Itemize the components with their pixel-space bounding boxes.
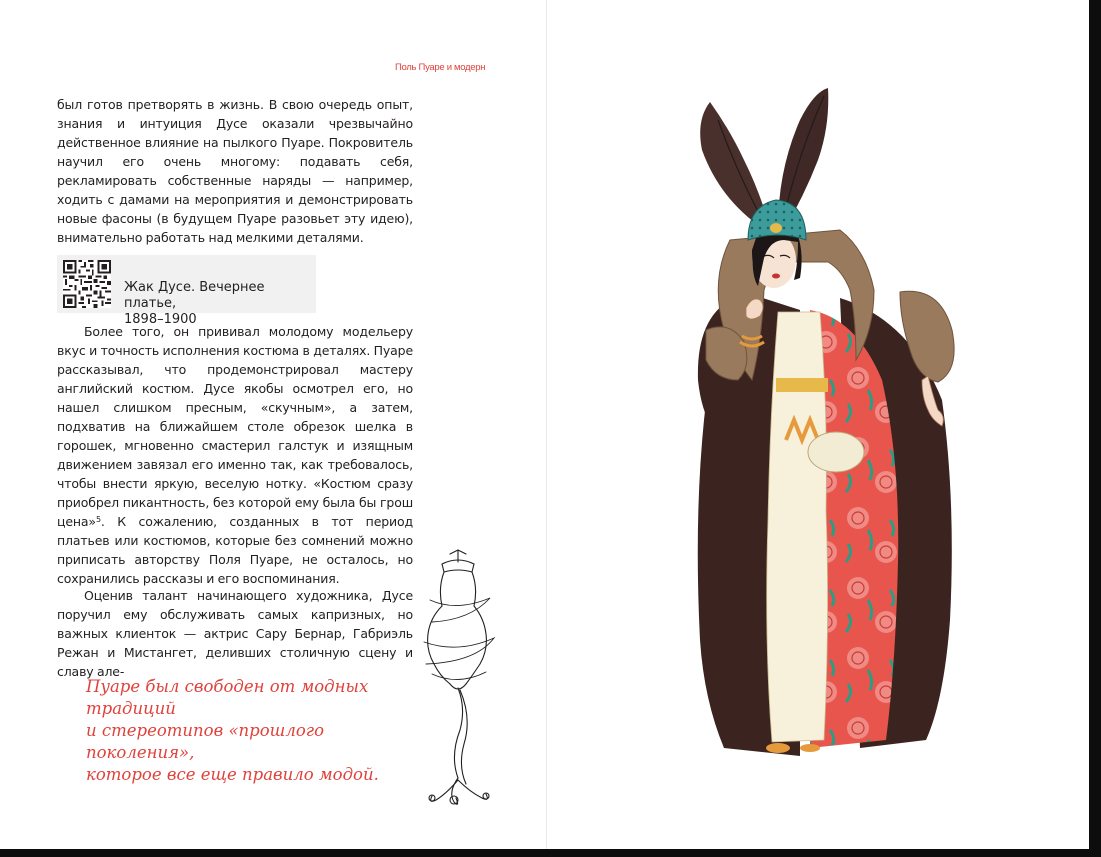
paragraph-2-text-after: . К сожалению, созданных в тот период платьев или костюмов, которые без сомнений можно приписать авторству Поля Пуаре, не осталось, но сохранились рассказы и его воспоминания. [57, 514, 413, 586]
dress-form-sketch [410, 548, 510, 813]
fur-muff [808, 432, 864, 472]
pull-quote-line-2: и стереотипов «прошлого поколения», [86, 721, 325, 762]
paragraph-2-text: Более того, он прививал молодому модельеру вкус и точность исполнения костюма в деталях. Пуаре рассказывал, что продемонстрировал мастеру английский костюм. Дусе якобы осмотрел его, но нашел слишком пресным, «скучным», а затем, подхватив на ближайшем столе обрезок шелка в горошек, мгновенно смастерил галстук и изящным движением завязал его именно так, как требовалось, чтобы внести яркую, веселую нотку. «Костюм сразу приобрел пикантность, без которой ему была бы грош цена» [57, 324, 413, 529]
footnote-marker[interactable]: 5 [95, 515, 101, 524]
page-gutter [546, 0, 547, 849]
qr-reference-box[interactable] [57, 255, 316, 327]
qr-caption-line-2: 1898–1900 [124, 312, 197, 327]
body-paragraph-3: Оценив талант начинающего художника, Дусе поручил ему обслуживать самых капризных, но важных клиенток — актрис Сару Бернар, Габриэль Режан и Мистангет, деливших столичную сцену и славу але- [57, 588, 413, 679]
body-paragraph-2 [57, 322, 413, 588]
running-head: Поль Пуаре и модерн [395, 62, 486, 73]
pull-quote [86, 676, 426, 786]
shoe-left [766, 743, 790, 753]
qr-caption-line-1: Жак Дусе. Вечернее платье, [124, 280, 265, 311]
evening-dress [767, 312, 828, 742]
bottom-page-edge [0, 849, 1101, 857]
fashion-illustration [660, 80, 980, 770]
qr-code-icon[interactable] [63, 260, 111, 308]
shoe-right [800, 744, 820, 752]
pull-quote-line-3: которое все еще правило модой. [86, 765, 379, 784]
right-page-edge [1089, 0, 1101, 857]
body-paragraph-1: был готов претворять в жизнь. В свою очередь опыт, знания и интуиция Дусе оказали чрезвычайно действенное влияние на пылкого Пуаре. Покровитель научил его очень многому: подавать себя, рекламировать собственные наряды — например, ходить с дамами на мероприятия и демонстрировать новые фасоны (в будущем Пуаре разовьет эту идею), внимательно работать над мелкими деталями. [57, 97, 413, 245]
pull-quote-line-1: Пуаре был свободен от модных традиций [86, 677, 369, 718]
qr-caption [124, 280, 314, 328]
